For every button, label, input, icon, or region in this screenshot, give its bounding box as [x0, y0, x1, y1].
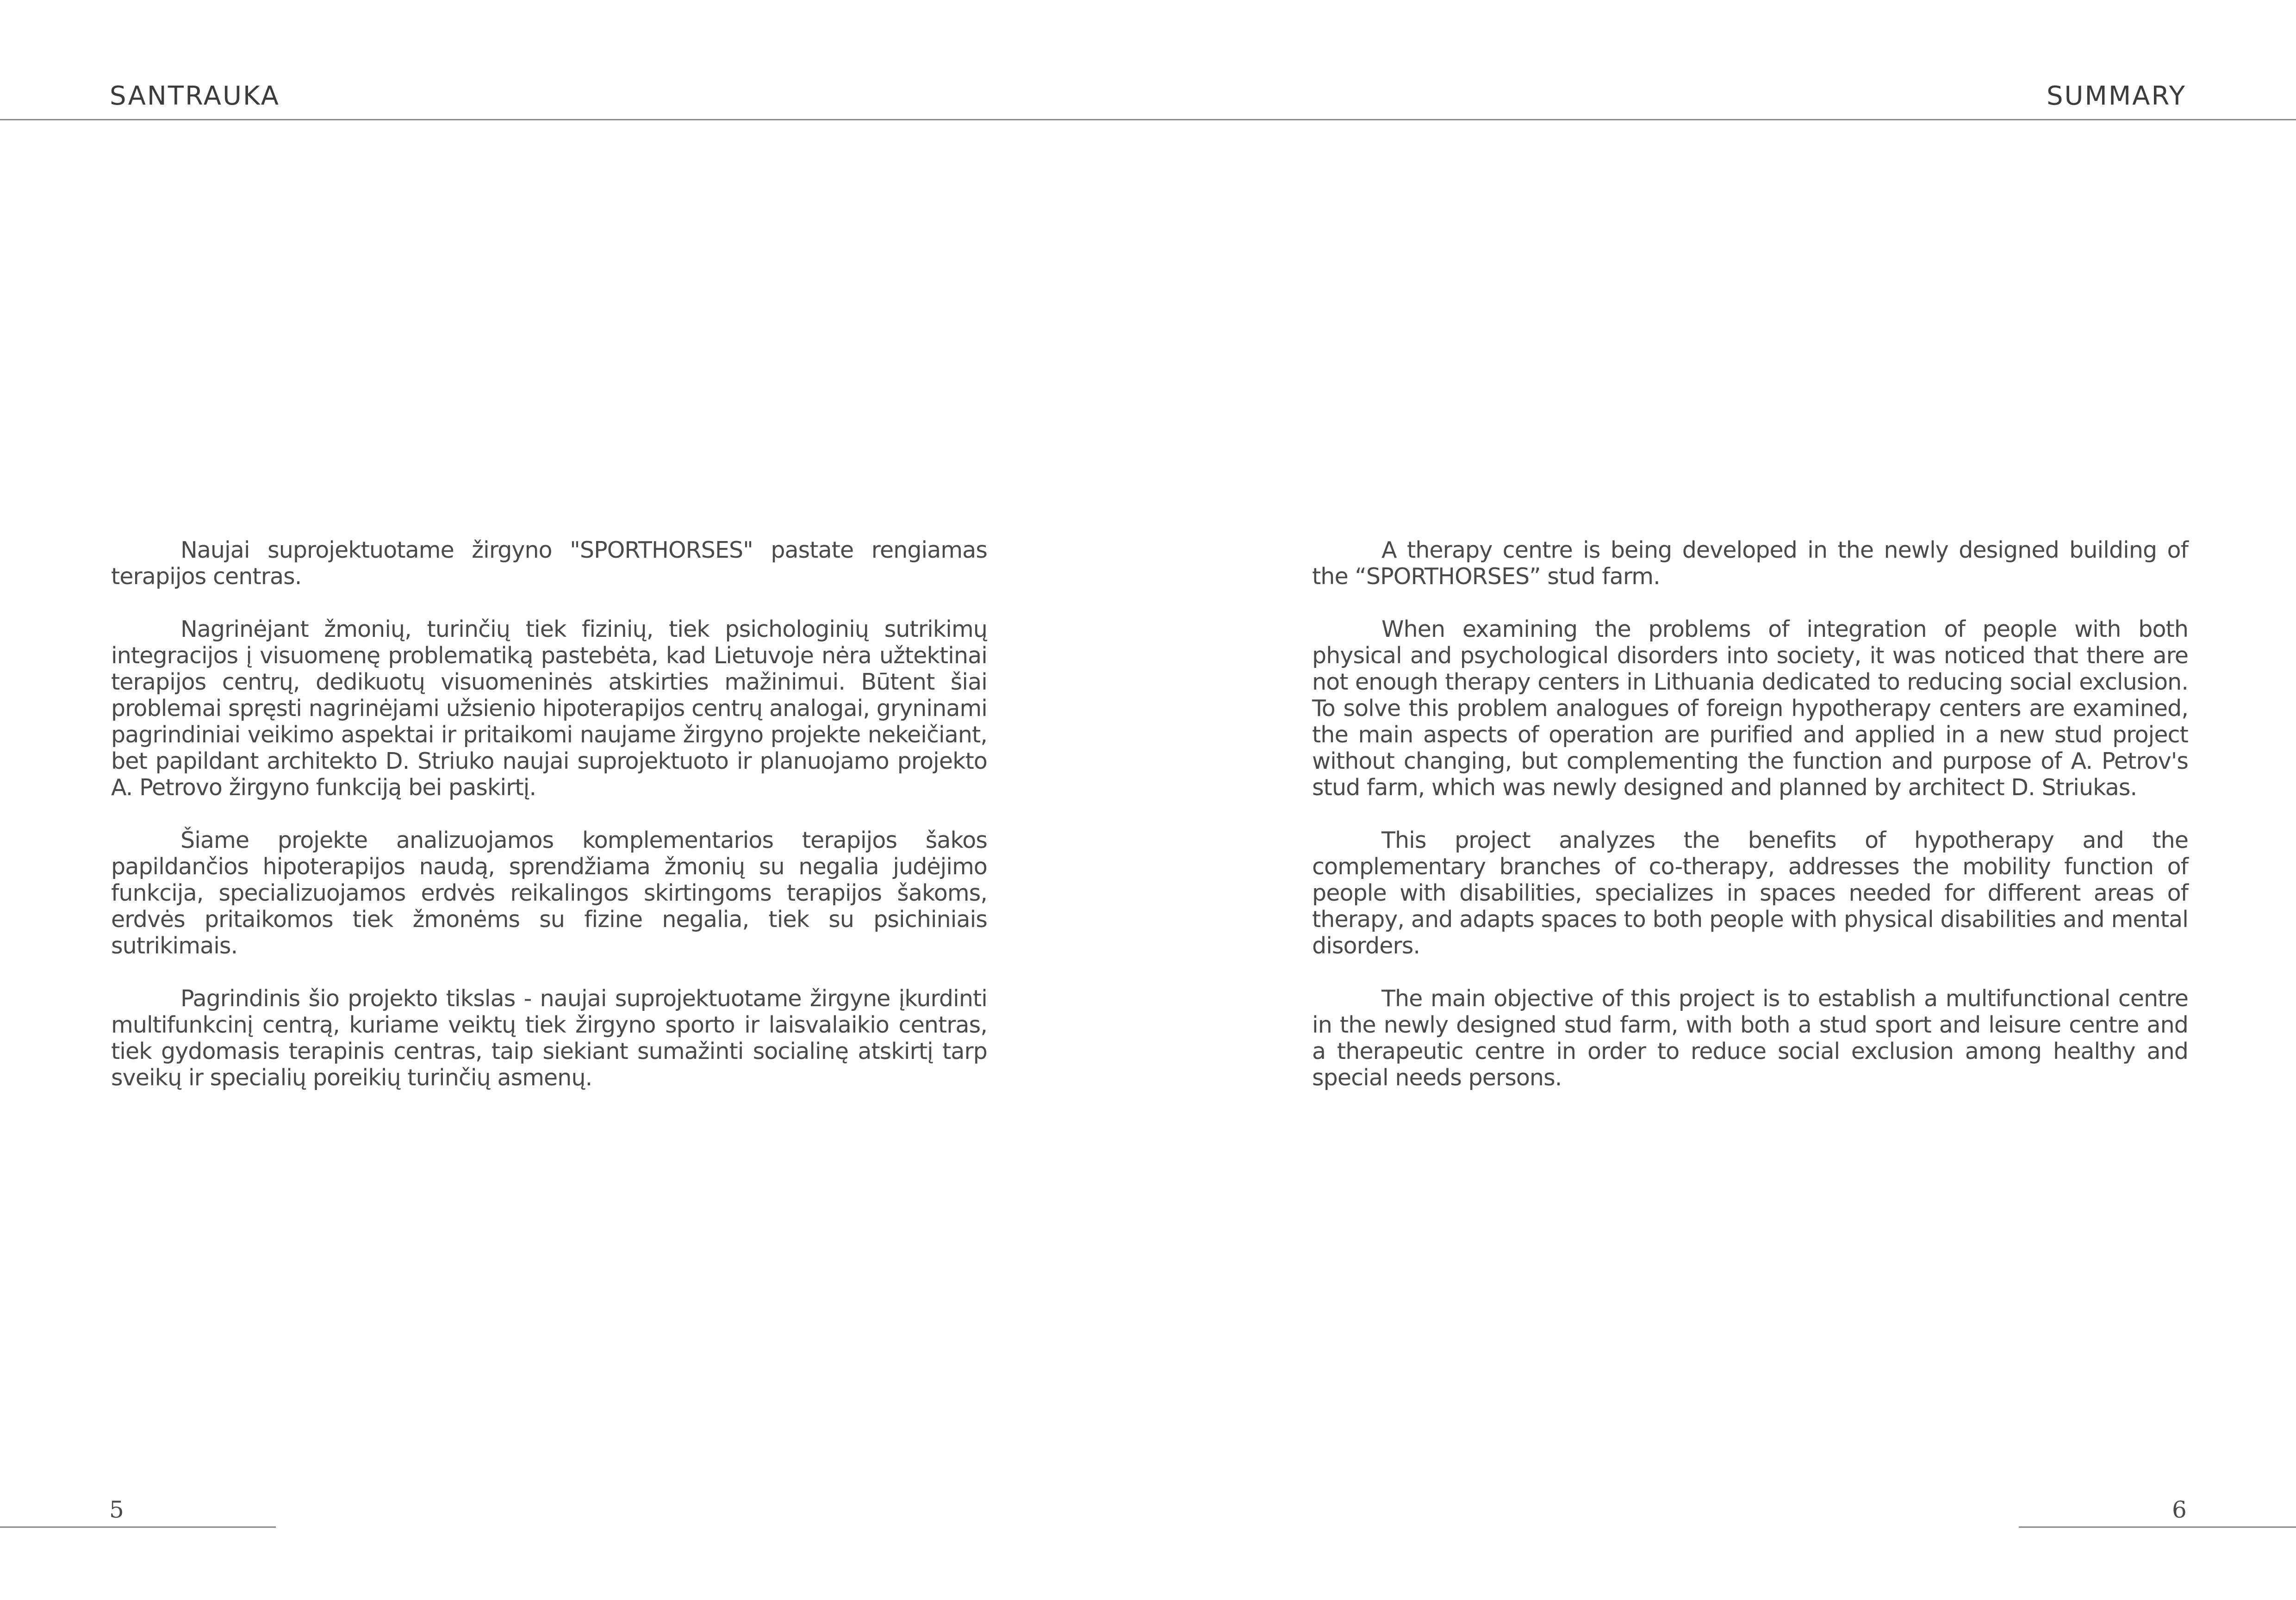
page-number: 6 [2172, 1496, 2187, 1523]
summary-body-en [1312, 537, 2188, 1091]
summary-body-lt [111, 537, 987, 1091]
header-divider [1148, 119, 2296, 120]
page-header-title: SANTRAUKA [110, 81, 280, 111]
right-page [1148, 0, 2296, 1600]
footer-divider [2019, 1526, 2296, 1528]
header-divider [0, 119, 1148, 120]
paragraph: This project analyzes the benefits of hypotherapy and the complementary branches of co-therapy, addresses the mobility function of people with disabilities, specializes in spaces needed for different areas of therapy, and adapts spaces to both people with physical disabilities and mental disorders. [1312, 827, 2188, 959]
paragraph: When examining the problems of integration of people with both physical and psychological disorders into society, it was noticed that there are not enough therapy centers in Lithuania dedicated to reducing social exclusion. To solve this problem analogues of foreign hypotherapy centers are examined, the main aspects of operation are purified and applied in a new stud project without changing, but complementing the function and purpose of A. Petrov's stud farm, which was newly designed and planned by architect D. Striukas. [1312, 616, 2188, 801]
paragraph: The main objective of this project is to establish a multifunctional centre in the newly designed stud farm, with both a stud sport and leisure centre and a therapeutic centre in order to reduce social exclusion among healthy and special needs persons. [1312, 985, 2188, 1091]
paragraph: Nagrinėjant žmonių, turinčių tiek fizinių, tiek psichologinių sutrikimų integracijos į visuomenę problematiką pastebėta, kad Lietuvoje nėra užtektinai terapijos centrų, dedikuotų visuomeninės atskirties mažinimui. Būtent šiai problemai spręsti nagrinėjami užsienio hipoterapijos centrų analogai, gryninami pagrindiniai veikimo aspektai ir pritaikomi naujame žirgyno projekte nekeičiant, bet papildant architekto D. Striuko naujai suprojektuoto ir planuojamo projekto A. Petrovo žirgyno funkciją bei paskirtį. [111, 616, 987, 801]
footer-divider [0, 1526, 276, 1528]
page-number: 5 [109, 1496, 124, 1523]
paragraph: Naujai suprojektuotame žirgyno "SPORTHORSES" pastate rengiamas terapijos centras. [111, 537, 987, 590]
paragraph: Šiame projekte analizuojamos komplementarios terapijos šakos papildančios hipoterapijos naudą, sprendžiama žmonių su negalia judėjimo funkcija, specializuojamos erdvės reikalingos skirtingoms terapijos šakoms, erdvės pritaikomos tiek žmonėms su fizine negalia, tiek su psichiniais sutrikimais. [111, 827, 987, 959]
paragraph: Pagrindinis šio projekto tikslas - naujai suprojektuotame žirgyne įkurdinti multifunkcinį centrą, kuriame veiktų tiek žirgyno sporto ir laisvalaikio centras, tiek gydomasis terapinis centras, taip siekiant sumažinti socialinę atskirtį tarp sveikų ir specialių poreikių turinčių asmenų. [111, 985, 987, 1091]
paragraph: A therapy centre is being developed in the newly designed building of the “SPORTHORSES” stud farm. [1312, 537, 2188, 590]
page-header-title: SUMMARY [2046, 81, 2186, 111]
